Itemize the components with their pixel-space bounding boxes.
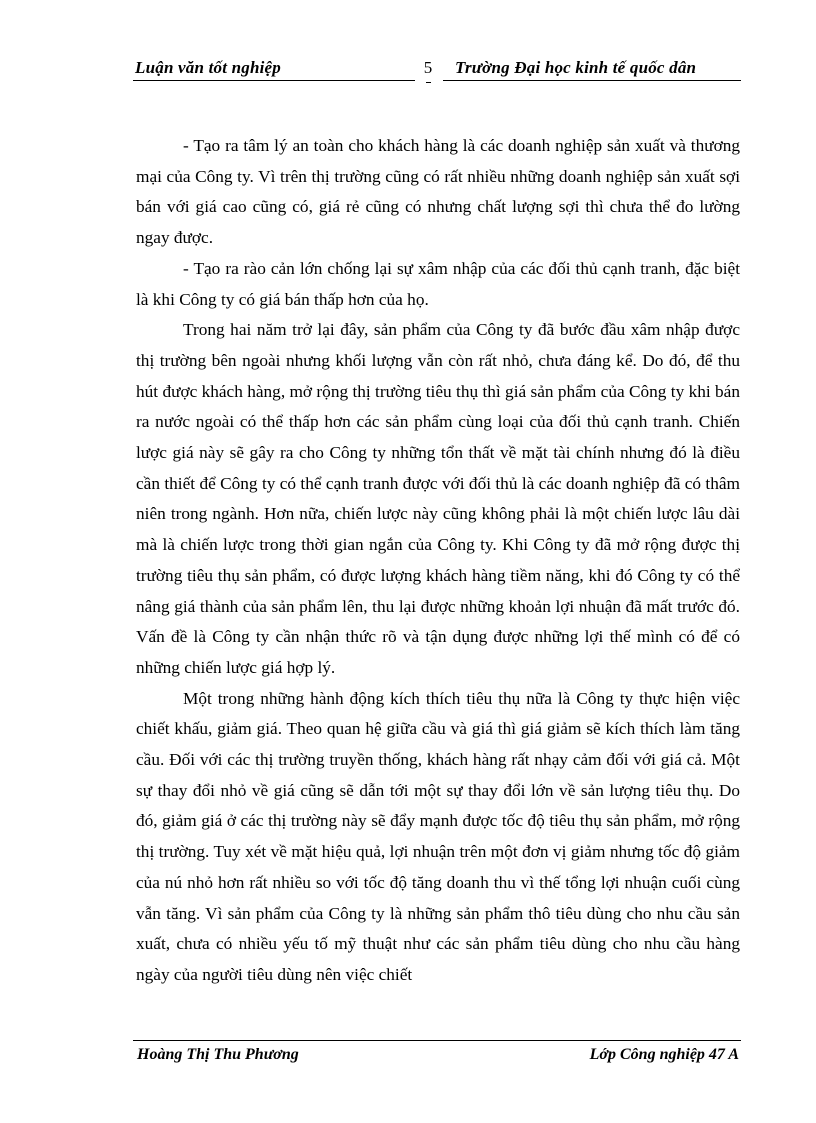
class-name: Lớp Công nghiệp 47 A [589,1046,739,1063]
paragraph: - Tạo ra rào cản lớn chống lại sự xâm nhập của các đối thủ cạnh tranh, đặc biệt là khi Công ty có giá bán thấp hơn của họ. [136,258,740,309]
paragraph: Trong hai năm trở lại đây, sản phẩm của Công ty đã bước đầu xâm nhập được thị trường bên ngoài nhưng khối lượng vẫn còn rất nhỏ, chưa đáng kể. Do đó, để thu hút được khách hàng, mở rộng thị trường tiêu thụ thì giá sản phẩm của Công ty khi bán ra nước ngoài có thể thấp hơn các sản phẩm cùng loại của đối thủ cạnh tranh. Chiến lược giá này sẽ gây ra cho Công ty những tổn thất về mặt tài chính nhưng đó là điều cần thiết để Công ty có thể cạnh tranh được với đối thủ là các doanh nghiệp đã có thâm niên trong ngành. Hơn nữa, chiến lược này cũng không phải là một chiến lược lâu dài mà là chiến lược trong thời gian ngắn của Công ty. Khi Công ty đã mở rộng được thị trường tiêu thụ sản phẩm, có được lượng khách hàng tiềm năng, khi đó Công ty có thể nâng giá thành của sản phẩm lên, thu lại được những khoản lợi nhuận đã mất trước đó. Vấn đề là Công ty cần nhận thức rõ và tận dụng được những lợi thế mình có để có những chiến lược giá hợp lý. [136,320,740,677]
university-name: Trường Đại học kinh tế quốc dân [455,58,697,77]
header-rule-right [443,80,741,81]
paragraph: - Tạo ra tâm lý an toàn cho khách hàng là các doanh nghiệp sản xuất và thương mại của Công ty. Vì trên thị trường cũng có rất nhiều những doanh nghiệp sản xuất sợi bán với giá cao cũng có, giá rẻ cũng có nhưng chất lượng sợi thì chưa thể đo lường ngay được. [136,136,740,248]
header-rule-left [133,80,415,81]
author-name: Hoàng Thị Thu Phương [137,1046,299,1063]
paragraph: Một trong những hành động kích thích tiêu thụ nữa là Công ty thực hiện việc chiết khấu, giảm giá. Theo quan hệ giữa cầu và giá thì giá giảm sẽ kích thích làm tăng cầu. Đối với các thị trường truyền thống, khách hàng rất nhạy cảm đối với giá cả. Một sự thay đổi nhỏ về giá cũng sẽ dẫn tới một sự thay đổi lớn về sản lượng tiêu thụ. Do đó, giảm giá ở các thị trường này sẽ đẩy mạnh được tốc độ tiêu thụ sản phẩm, mở rộng thị trường. Tuy xét về mặt hiệu quả, lợi nhuận trên một đơn vị giảm nhưng tốc độ giảm của nú nhỏ hơn rất nhiều so với tốc độ tăng doanh thu vì thế tổng lợi nhuận cuối cùng vẫn tăng. Vì sản phẩm của Công ty là những sản phẩm thô tiêu dùng cho nhu cầu sản xuất, chưa có nhiều yếu tố mỹ thuật như các sản phẩm tiêu dùng cho nhu cầu hàng ngày của người tiêu dùng nên việc chiết [136,688,740,984]
body-text [136,131,740,991]
thesis-title: Luận văn tốt nghiệp [135,58,281,77]
page-header [133,56,741,84]
page-number-dash [426,82,431,83]
footer-rule [133,1040,741,1041]
page-number: 5 [423,58,433,77]
